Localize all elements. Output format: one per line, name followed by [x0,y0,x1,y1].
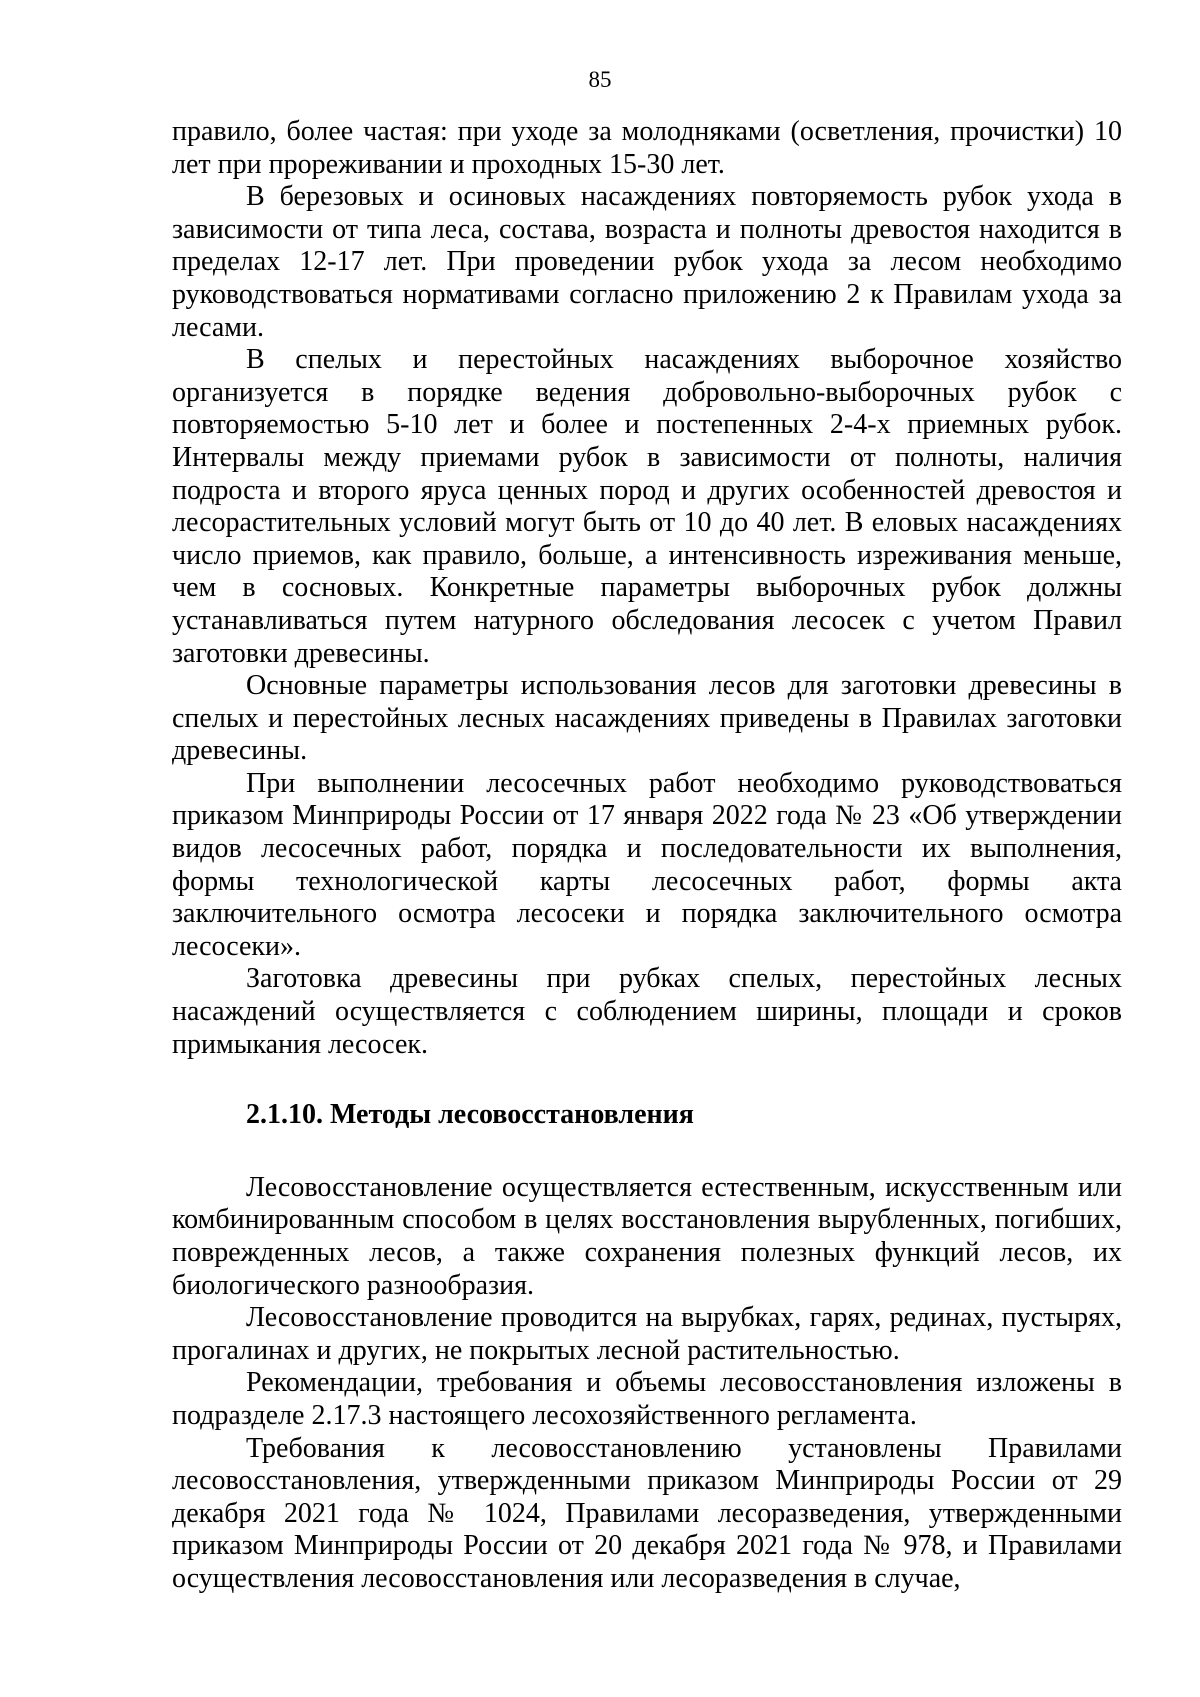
paragraph: Лесовосстановление осуществляется естественным, искусственным или комбинированным способом в целях восстановления вырубленных, погибших, поврежденных лесов, а также сохранения полезных функций лесов, их биологического разнообразия. [172,1171,1122,1301]
paragraph: При выполнении лесосечных работ необходимо руководствоваться приказом Минприроды России от 17 января 2022 года № 23 «Об утверждении видов лесосечных работ, порядка и последовательности их выполнения, формы технологической карты лесосечных работ, формы акта заключительного осмотра лесосеки и порядка заключительного осмотра лесосеки». [172,767,1122,962]
paragraph: Заготовка древесины при рубках спелых, перестойных лесных насаждений осуществляется с соблюдением ширины, площади и сроков примыкания лесосек. [172,963,1122,1060]
paragraph: В спелых и перестойных насаждениях выборочное хозяйство организуется в порядке ведения добровольно-выборочных рубок с повторяемостью 5-10 лет и более и постепенных 2-4-х приемных рубок. Интервалы между приемами рубок в зависимости от полноты, наличия подроста и второго яруса ценных пород и других особенностей древостоя и лесорастительных условий могут быть от 10 до 40 лет. В еловых насаждениях число приемов, как правило, больше, а интенсивность изреживания меньше, чем в сосновых. Конкретные параметры выборочных рубок должны устанавливаться путем натурного обследования лесосек с учетом Правил заготовки древесины. [172,344,1122,669]
paragraph: Рекомендации, требования и объемы лесовосстановления изложены в подразделе 2.17.3 настоящего лесохозяйственного регламента. [172,1367,1122,1431]
paragraph: В березовых и осиновых насаждениях повторяемость рубок ухода в зависимости от типа леса, состава, возраста и полноты древостоя находится в пределах 12-17 лет. При проведении рубок ухода за лесом необходимо руководствоваться нормативами согласно приложению 2 к Правилам ухода за лесами. [172,181,1122,343]
page-number: 85 [588,67,612,92]
section-heading: 2.1.10. Методы лесовосстановления [246,1099,694,1131]
paragraph: Требования к лесовосстановлению установлены Правилами лесовосстановления, утвержденными приказом Минприроды России от 29 декабря 2021 года № 1024, Правилами лесоразведения, утвержденными приказом Минприроды России от 20 декабря 2021 года № 978, и Правилами осуществления лесовосстановления или лесоразведения в случае, [172,1432,1122,1594]
paragraph: Основные параметры использования лесов для заготовки древесины в спелых и перестойных лесных насаждениях приведены в Правилах заготовки древесины. [172,670,1122,767]
paragraph: правило, более частая: при уходе за молодняками (осветления, прочистки) 10 лет при прореживании и проходных 15-30 лет. [172,116,1122,180]
paragraph: Лесовосстановление проводится на вырубках, гарях, рединах, пустырях, прогалинах и других, не покрытых лесной растительностью. [172,1302,1122,1366]
document-body [172,116,1122,1596]
